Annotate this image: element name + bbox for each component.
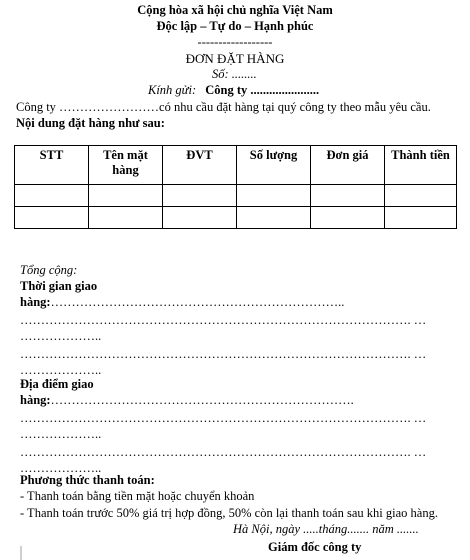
table-cell[interactable] [163, 185, 237, 207]
delivery-time-dots-line: …………………………………………………………………………………. … [20, 347, 427, 361]
table-cell[interactable] [237, 185, 311, 207]
table-header-row [15, 146, 457, 185]
table-header: Tên mặt hàng [89, 146, 163, 185]
total-label: Tổng cộng: [20, 263, 78, 277]
document-title: ĐƠN ĐẶT HÀNG [185, 51, 285, 66]
signature-title: Giám đốc công ty [268, 540, 362, 554]
table-header: Thành tiền [385, 146, 457, 185]
table-row [15, 185, 457, 207]
delivery-place-line [20, 393, 354, 408]
table-cell[interactable] [89, 207, 163, 229]
delivery-place-dots-line: ……………….. [20, 427, 102, 441]
table-header: ĐVT [163, 146, 237, 185]
delivery-place-dots-line: ……………….. [20, 461, 102, 475]
delivery-time-label-end: hàng: [20, 295, 51, 309]
content-heading: Nội dung đặt hàng như sau: [16, 116, 165, 130]
national-title: Cộng hòa xã hội chủ nghĩa Việt Nam [137, 3, 333, 17]
delivery-time-dots-line: ……………….. [20, 363, 102, 377]
delivery-place-dots: ………………………………………………………………. [50, 393, 354, 407]
delivery-time-label: Thời gian giao [20, 279, 98, 293]
payment-item: - Thanh toán bằng tiền mặt hoặc chuyển khoản [20, 489, 255, 503]
table-cell[interactable] [311, 207, 385, 229]
delivery-place-label: Địa điểm giao [20, 377, 94, 391]
payment-heading: Phương thức thanh toán: [20, 473, 155, 487]
table-header: Đơn giá [311, 146, 385, 185]
table-cell[interactable] [385, 185, 457, 207]
delivery-time-line [20, 295, 344, 310]
table-cell[interactable] [163, 207, 237, 229]
delivery-place-dots-line: …………………………………………………………………………………. … [20, 411, 427, 425]
intro-text: Công ty ……………………có nhu cầu đặt hàng tại quý công ty theo mẫu yêu cầu. [16, 100, 431, 114]
delivery-time-dots: …………………………………………………………….. [50, 295, 345, 309]
table-cell[interactable] [385, 207, 457, 229]
header-divider: ------------------ [197, 35, 273, 49]
table-cell[interactable] [15, 185, 89, 207]
delivery-place-dots-line: …………………………………………………………………………………. … [20, 445, 427, 459]
table-cell[interactable] [89, 185, 163, 207]
table-cell[interactable] [15, 207, 89, 229]
table-cell[interactable] [311, 185, 385, 207]
page-edge-marker [20, 546, 22, 560]
order-table [14, 145, 457, 229]
document-number: Số: ........ [212, 67, 257, 81]
table-header: STT [15, 146, 89, 185]
delivery-place-label-end: hàng: [20, 393, 51, 407]
payment-item: - Thanh toán trước 50% giá trị hợp đồng, 50% còn lại thanh toán sau khi giao hàng. [20, 506, 438, 520]
delivery-time-dots-line: ……………….. [20, 329, 102, 343]
recipient-label: Kính gửi: [148, 83, 197, 97]
recipient-value: Công ty ...................... [205, 83, 320, 97]
national-motto: Độc lập – Tự do – Hạnh phúc [156, 19, 314, 33]
table-row [15, 207, 457, 229]
date-line: Hà Nội, ngày .....tháng....... năm ....... [233, 522, 419, 536]
delivery-time-dots-line: …………………………………………………………………………………. … [20, 313, 427, 327]
table-cell[interactable] [237, 207, 311, 229]
recipient-line [148, 83, 319, 98]
table-header: Số lượng [237, 146, 311, 185]
